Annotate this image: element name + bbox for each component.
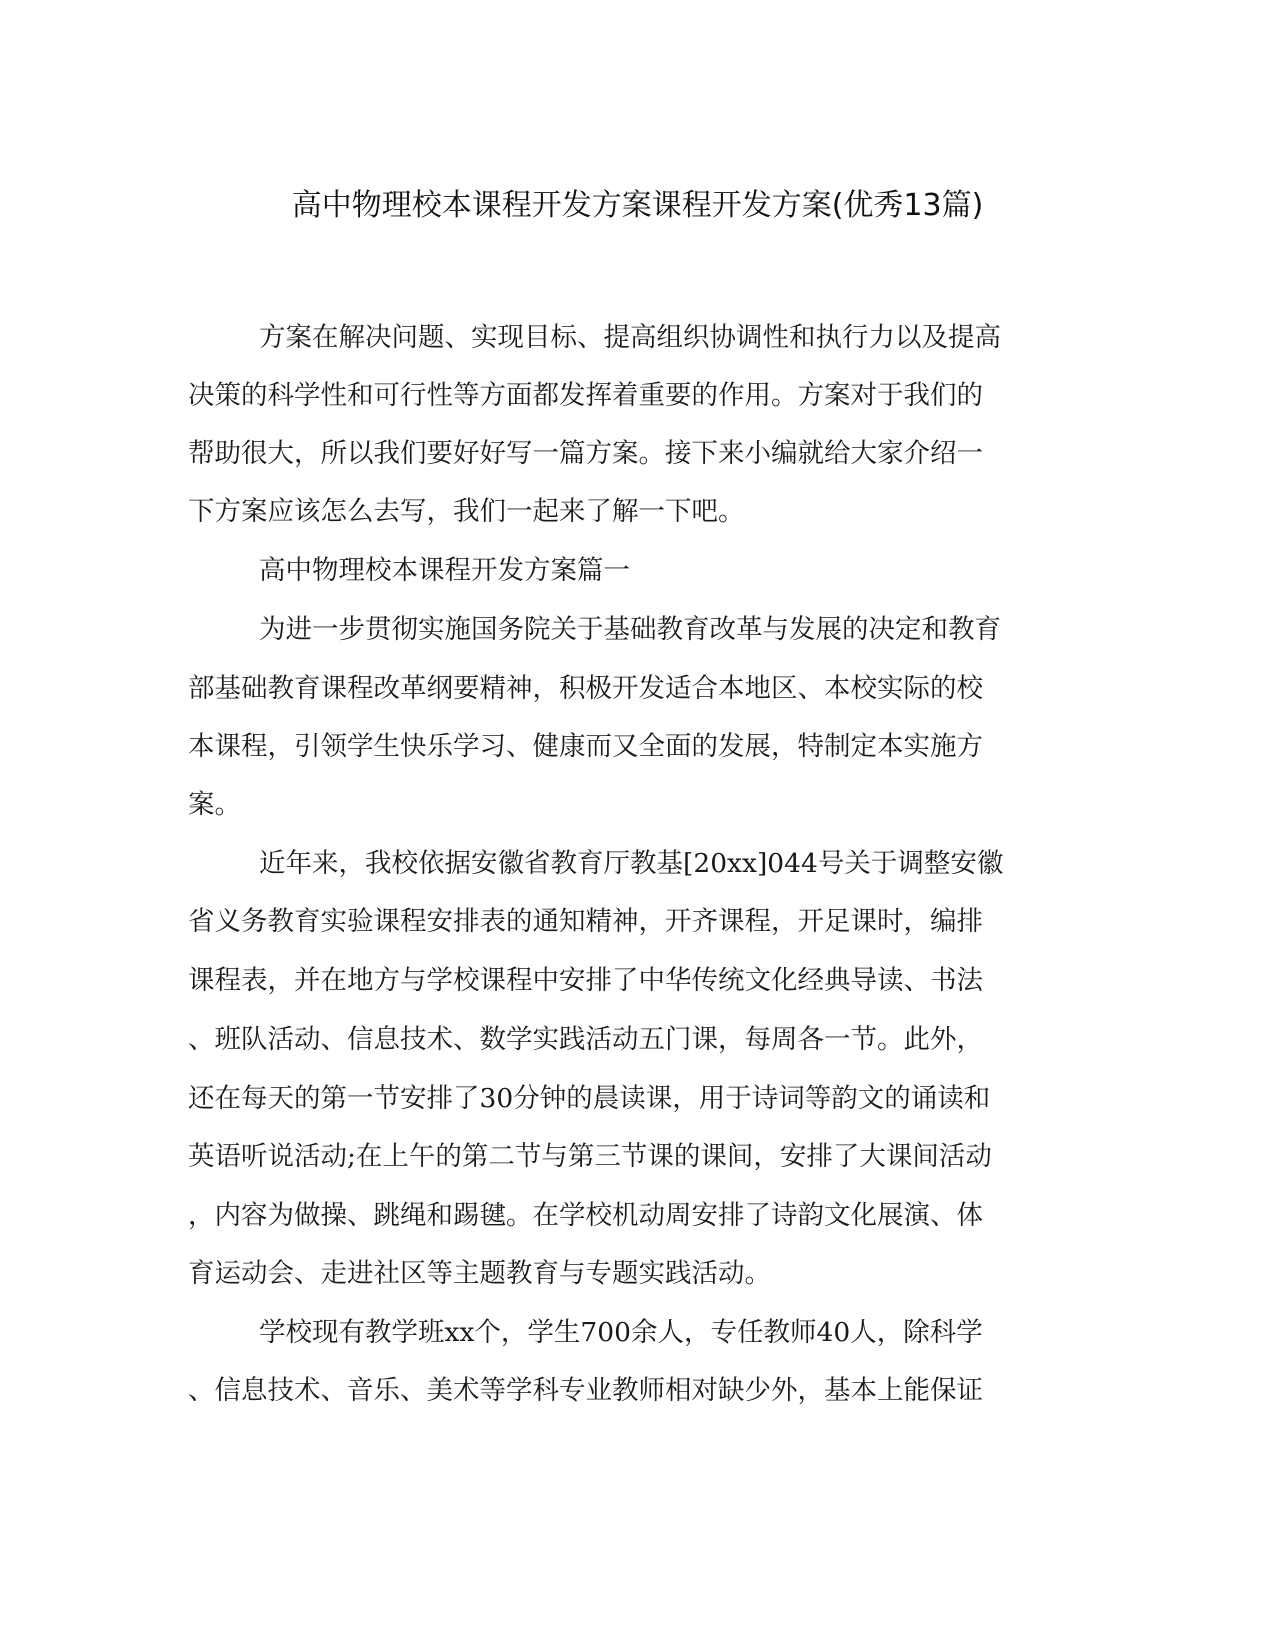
paragraph-line: 还在每天的第一节安排了30分钟的晨读课，用于诗词等韵文的诵读和 — [188, 1083, 991, 1114]
paragraph-line: 英语听说活动;在上午的第二节与第三节课的课间，安排了大课间活动 — [188, 1141, 992, 1172]
paragraph-line: ，内容为做操、跳绳和踢毽。在学校机动周安排了诗韵文化展演、体 — [188, 1200, 983, 1231]
paragraph-line: 本课程，引领学生快乐学习、健康而又全面的发展，特制定本实施方 — [188, 731, 983, 762]
paragraph-line: 、班队活动、信息技术、数学实践活动五门课，每周各一节。此外， — [188, 1024, 983, 1055]
paragraph-line: 课程表，并在地方与学校课程中安排了中华传统文化经典导读、书法 — [188, 965, 983, 996]
section-heading: 高中物理校本课程开发方案篇一 — [259, 555, 630, 586]
paragraph-line: 案。 — [188, 789, 241, 820]
paragraph-line: 育运动会、走进社区等主题教育与专题实践活动。 — [188, 1258, 771, 1289]
paragraph-line: 近年来，我校依据安徽省教育厅教基[20xx]044号关于调整安徽 — [259, 848, 1004, 879]
paragraph-line: 方案在解决问题、实现目标、提高组织协调性和执行力以及提高 — [259, 322, 1001, 353]
paragraph-line: 省义务教育实验课程安排表的通知精神，开齐课程，开足课时，编排 — [188, 906, 983, 937]
paragraph-line: 学校现有教学班xx个，学生700余人，专任教师40人，除科学 — [259, 1317, 983, 1348]
paragraph-line: 帮助很大，所以我们要好好写一篇方案。接下来小编就给大家介绍一 — [188, 438, 983, 469]
paragraph-line: 部基础教育课程改革纲要精神，积极开发适合本地区、本校实际的校 — [188, 673, 983, 704]
paragraph-line: 下方案应该怎么去写，我们一起来了解一下吧。 — [188, 496, 745, 527]
paragraph-line: 决策的科学性和可行性等方面都发挥着重要的作用。方案对于我们的 — [188, 380, 983, 411]
paragraph-line: 、信息技术、音乐、美术等学科专业教师相对缺少外，基本上能保证 — [188, 1375, 983, 1406]
paragraph-line: 为进一步贯彻实施国务院关于基础教育改革与发展的决定和教育 — [259, 614, 1001, 645]
document-title: 高中物理校本课程开发方案课程开发方案(优秀13篇) — [291, 188, 984, 223]
